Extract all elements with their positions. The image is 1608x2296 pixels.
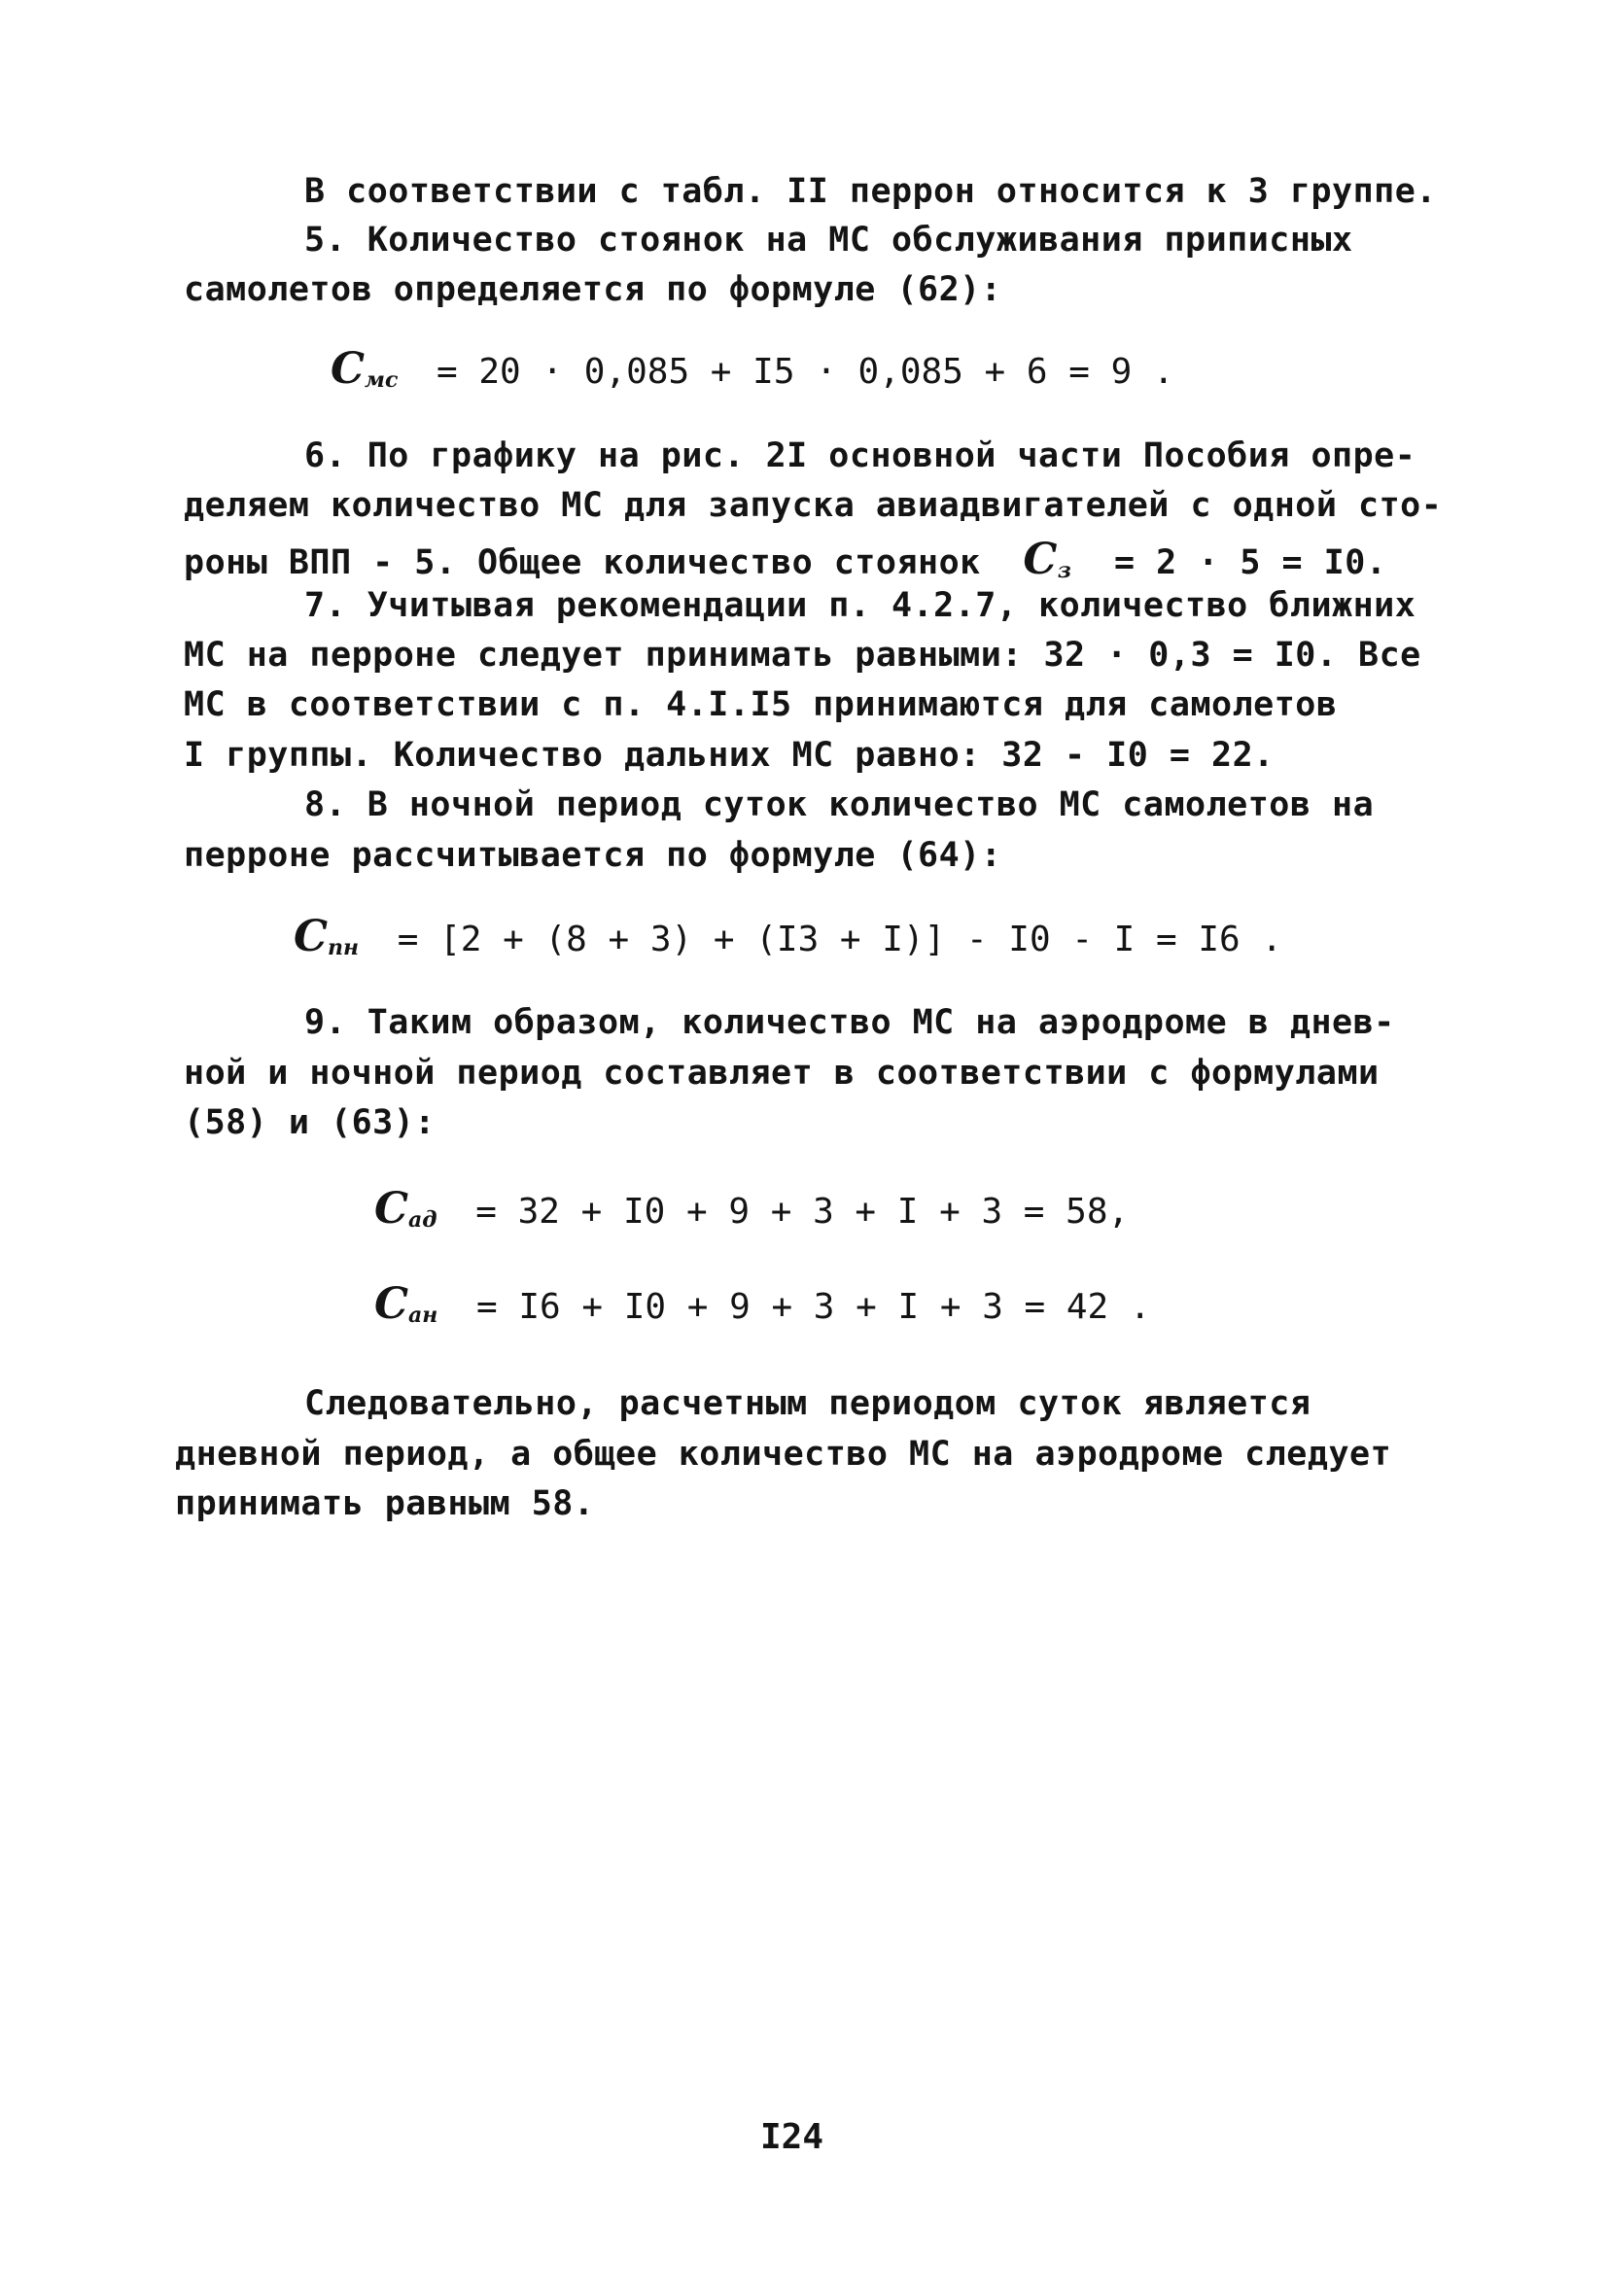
text-line-8: 7. Учитывая рекомендации п. 4.2.7, количество ближних	[304, 586, 1416, 625]
text-line-9: МС на перроне следует принимать равными: 32 · 0,3 = I0. Все	[184, 636, 1421, 675]
formula-expression: = 20 · 0,085 + I5 · 0,085 + 6 = 9 .	[437, 352, 1174, 392]
formula-symbol: C	[374, 1184, 409, 1234]
text-line-6: деляем количество МС для запуска авиадвигателей с одной сто-	[184, 486, 1443, 525]
text-line-1: В соответствии с табл. II перрон относится к 3 группе.	[304, 172, 1437, 211]
text-line-21: дневной период, а общее количество МС на аэродроме следует	[175, 1435, 1392, 1474]
formula-subscript: ад	[408, 1207, 437, 1233]
text-line-11: I группы. Количество дальних МС равно: 32 - I0 = 22.	[184, 736, 1275, 775]
text-line-17: (58) и (63):	[184, 1103, 436, 1142]
text-line-16: ной и ночной период составляет в соответствии с формулами	[184, 1054, 1380, 1093]
text-line-22: принимать равным 58.	[175, 1484, 595, 1523]
formula-c-ms	[331, 344, 1174, 394]
text-line-15: 9. Таким образом, количество МС на аэродроме в днев-	[304, 1003, 1395, 1042]
text-line-12: 8. В ночной период суток количество МС самолетов на	[304, 785, 1375, 824]
formula-symbol: C	[331, 344, 366, 394]
formula-c-an	[374, 1279, 1151, 1329]
text-line-7	[184, 535, 1387, 584]
text-line-7-part-2: = 2 · 5 = I0.	[1113, 543, 1387, 582]
text-line-7-part-1: роны ВПП - 5. Общее количество стоянок	[184, 543, 981, 582]
text-line-2: 5. Количество стоянок на МС обслуживания приписных	[304, 221, 1353, 260]
text-line-10: МС в соответствии с п. 4.I.I5 принимаются для самолетов	[184, 685, 1338, 724]
formula-c-ad	[374, 1184, 1130, 1234]
page-number: I24	[760, 2117, 824, 2157]
formula-subscript: мс	[365, 367, 399, 393]
formula-expression: = [2 + (8 + 3) + (I3 + I)] - I0 - I = I6 .	[397, 920, 1283, 959]
text-line-13: перроне рассчитывается по формуле (64):	[184, 836, 1002, 875]
formula-expression: = 32 + I0 + 9 + 3 + I + 3 = 58,	[475, 1192, 1130, 1232]
text-line-20: Следовательно, расчетным периодом суток является	[304, 1384, 1311, 1423]
formula-subscript: ан	[408, 1303, 438, 1328]
formula-symbol: C	[374, 1279, 409, 1329]
formula-symbol: C	[294, 912, 329, 961]
formula-subscript: з	[1057, 558, 1072, 583]
formula-subscript: пн	[328, 935, 360, 960]
text-line-5: 6. По графику на рис. 2I основной части Пособия опре-	[304, 436, 1416, 475]
formula-symbol: C	[1023, 535, 1058, 584]
formula-expression: = I6 + I0 + 9 + 3 + I + 3 = 42 .	[476, 1287, 1151, 1327]
formula-c-pn	[294, 912, 1283, 961]
text-line-3: самолетов определяется по формуле (62):	[184, 270, 1002, 309]
